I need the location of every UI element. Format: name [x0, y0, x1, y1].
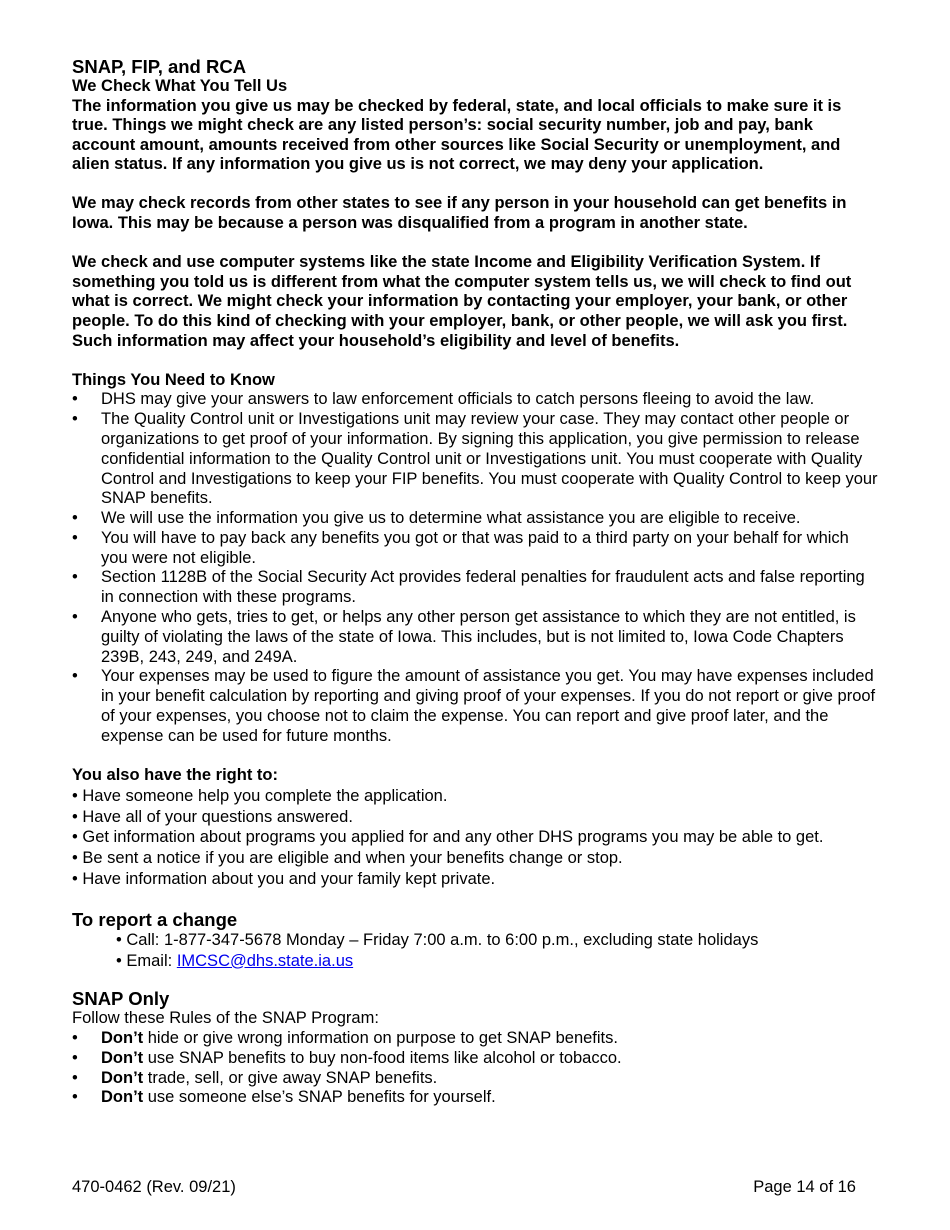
check-paragraph-1: The information you give us may be checked by federal, state, and local officials to make sure it is true. Things we might check are any listed person’s: social security number, job and pay, bank account amount, amounts received from other sources like Social Security or unemployment, and alien status. If any information you give us is not correct, we may deny your application.	[72, 96, 842, 174]
document-page	[72, 56, 880, 1108]
know-list	[72, 390, 880, 746]
bullet-icon: •	[72, 390, 78, 409]
check-paragraph-3: We check and use computer systems like the state Income and Eligibility Verification System. If something you told us is different from what the computer system tells us, we will check to find out what is correct. We might check your information by contacting your employer, your bank, or other people. To do this kind of checking with your employer, bank, or other people, we will ask you first. Such information may affect your household’s eligibility and level of benefits.	[72, 253, 852, 350]
bullet-icon: •	[72, 849, 83, 868]
bullet-icon: •	[72, 1048, 78, 1067]
rights-list	[72, 786, 880, 890]
list-item: • Don’t hide or give wrong information on purpose to get SNAP benefits.	[72, 1028, 618, 1047]
bullet-icon: •	[116, 951, 127, 970]
snap-rules-list	[72, 1029, 880, 1108]
rights-heading: You also have the right to:	[72, 766, 278, 785]
email-link[interactable]: IMCSC@dhs.state.ia.us	[176, 951, 354, 970]
bullet-icon: •	[72, 869, 83, 888]
bullet-icon: •	[72, 1028, 78, 1047]
snap-intro: Follow these Rules of the SNAP Program:	[72, 1009, 379, 1028]
list-item	[72, 930, 880, 951]
bullet-icon: •	[72, 1088, 78, 1107]
list-item: • Anyone who gets, tries to get, or helps any other person get assistance to which they are not entitled, is guilty of violating the laws of the state of Iowa. This includes, but is not limited to, Iowa Code Chapters 239B, 243, 249, and 249A.	[72, 608, 856, 666]
list-item: • Don’t trade, sell, or give away SNAP benefits.	[72, 1068, 438, 1087]
list-item: • Section 1128B of the Social Security Act provides federal penalties for fraudulent acts and false reporting in connection with these programs.	[72, 568, 865, 607]
call-line: Call: 1-877-347-5678 Monday – Friday 7:00 a.m. to 6:00 p.m., excluding state holidays	[126, 930, 759, 949]
list-item: • Be sent a notice if you are eligible and when your benefits change or stop.	[72, 849, 623, 868]
bullet-icon: •	[72, 807, 83, 826]
list-item: • Get information about programs you applied for and any other DHS programs you may be able to get.	[72, 828, 824, 847]
bullet-icon: •	[72, 667, 78, 686]
list-item: • Don’t use someone else’s SNAP benefits for yourself.	[72, 1088, 496, 1107]
list-item: • The Quality Control unit or Investigations unit may review your case. They may contact other people or organizations to get proof of your information. By signing this application, you give permission to release confidential information to the Quality Control unit or Investigations unit. You must cooperate with Quality Control and Investigations to keep your FIP benefits. You must cooperate with Quality Control to keep your SNAP benefits.	[72, 410, 878, 508]
bullet-icon: •	[72, 509, 78, 528]
report-list	[72, 930, 880, 972]
page-number: Page 14 of 16	[753, 1178, 856, 1196]
bullet-icon: •	[72, 1068, 78, 1087]
list-item: • Email: IMCSC@dhs.state.ia.us	[116, 951, 354, 970]
bullet-icon: •	[72, 528, 78, 547]
bullet-icon: •	[116, 930, 127, 949]
report-heading: To report a change	[72, 908, 238, 930]
list-item: • Have all of your questions answered.	[72, 807, 353, 826]
bullet-icon: •	[72, 410, 78, 429]
list-item: • You will have to pay back any benefits you got or that was paid to a third party on your behalf for which you were not eligible.	[72, 528, 849, 567]
bullet-icon: •	[72, 608, 78, 627]
list-item: • Your expenses may be used to figure the amount of assistance you get. You may have expenses included in your benefit calculation by reporting and giving proof of your expenses. If you do not report or give proof of your expenses, you choose not to claim the expense. You can report and give proof later, and the expense can be used for future months.	[72, 667, 876, 745]
bullet-icon: •	[72, 828, 83, 847]
bullet-icon: •	[72, 786, 83, 805]
page-footer	[72, 1177, 856, 1197]
list-item: • DHS may give your answers to law enforcement officials to catch persons fleeing to avoid the law.	[72, 390, 815, 409]
know-heading: Things You Need to Know	[72, 370, 275, 389]
list-item: • We will use the information you give us to determine what assistance you are eligible to receive.	[72, 509, 801, 528]
check-paragraph-2: We may check records from other states to see if any person in your household can get benefits in Iowa. This may be because a person was disqualified from a program in another state.	[72, 194, 847, 233]
bullet-icon: •	[72, 568, 78, 587]
section-title: SNAP, FIP, and RCA	[72, 56, 247, 77]
form-number: 470-0462 (Rev. 09/21)	[72, 1178, 236, 1196]
check-heading: We Check What You Tell Us	[72, 77, 288, 95]
snap-heading: SNAP Only	[72, 988, 170, 1010]
list-item: • Have information about you and your family kept private.	[72, 869, 496, 888]
list-item: • Don’t use SNAP benefits to buy non-food items like alcohol or tobacco.	[72, 1048, 622, 1067]
list-item: • Have someone help you complete the application.	[72, 786, 448, 805]
